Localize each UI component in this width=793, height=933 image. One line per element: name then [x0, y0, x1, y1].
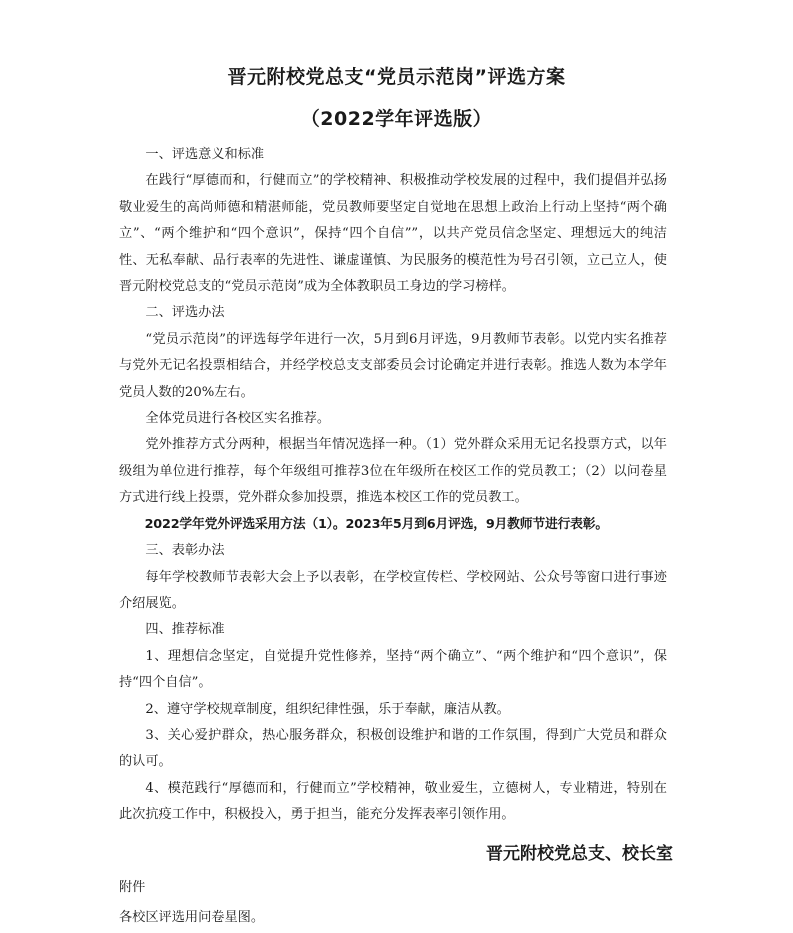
paragraph-commendation: 每年学校教师节表彰大会上予以表彰，在学校宣传栏、学校网站、公众号等窗口进行事迹介绍展览。 [119, 569, 667, 611]
appendix-text: 各校区评选用问卷星图。 [119, 910, 265, 925]
criterion-4: 4、模范践行“厚德而和，行健而立”学校精神，敬业爱生，立德树人，专业精进，特别在此次抗疫工作中，积极投入，勇于担当，能充分发挥表率引领作用。 [119, 780, 667, 823]
document-subtitle: （2022学年评选版） [300, 108, 493, 130]
criterion-2: 2、遵守学校规章制度，组织纪律性强，乐于奉献，廉洁从教。 [145, 701, 510, 717]
section-heading-3: 三、表彰办法 [145, 543, 225, 559]
signature: 晋元附校党总支、校长室 [486, 844, 673, 864]
paragraph-party-recommendation: 全体党员进行各校区实名推荐。 [145, 411, 331, 427]
document-body [119, 142, 667, 829]
appendix-label: 附件 [119, 880, 146, 895]
paragraph-selection-method: “党员示范岗”的评选每学年进行一次，5月到6月评选，9月教师节表彰。以党内实名推荐与党外无记名投票相结合，并经学校总支支部委员会讨论确定并进行表彰。推选人数为本学年党员人数的20%左右。 [119, 331, 667, 400]
section-heading-1: 一、评选意义和标准 [145, 147, 265, 162]
section-heading-4: 四、推荐标准 [145, 622, 225, 638]
section-heading-2: 二、评选办法 [145, 305, 225, 321]
paragraph-non-party-recommendation: 党外推荐方式分两种，根据当年情况选择一种。（1）党外群众采用无记名投票方式，以年级组为单位进行推荐，每个年级组可推荐3位在年级所在校区工作的党员教工；（2）以问卷星方式进行线上投票，党外群众参加投票，推选本校区工作的党员教工。 [119, 437, 667, 506]
paragraph-significance: 在践行“厚德而和，行健而立”的学校精神、积极推动学校发展的过程中，我们提倡并弘扬敬业爱生的高尚师德和精湛师能，党员教师要坚定自觉地在思想上政治上行动上坚持“两个确立”、“两个维护和“四个意识”，保持“四个自信””，以共产党员信念坚定、理想远大的纯洁性、无私奉献、品行表率的先进性、谦虚谨慎、为民服务的模范性为号召引领，立己立人，使晋元附校党总支的“党员示范岗”成为全体教职员工身边的学习榜样。 [119, 173, 667, 295]
criterion-1: 1、理想信念坚定，自觉提升党性修养，坚持“两个确立”、“两个维护和“四个意识”，保持“四个自信”。 [119, 648, 667, 691]
criterion-3: 3、关心爱护群众，热心服务群众，积极创设维护和谐的工作氛围，得到广大党员和群众的认可。 [119, 727, 667, 770]
document-title: 晋元附校党总支“党员示范岗”评选方案 [227, 66, 566, 88]
paragraph-2022-method: 2022学年党外评选采用方法（1）。2023年5月到6月评选，9月教师节进行表彰。 [144, 516, 608, 532]
